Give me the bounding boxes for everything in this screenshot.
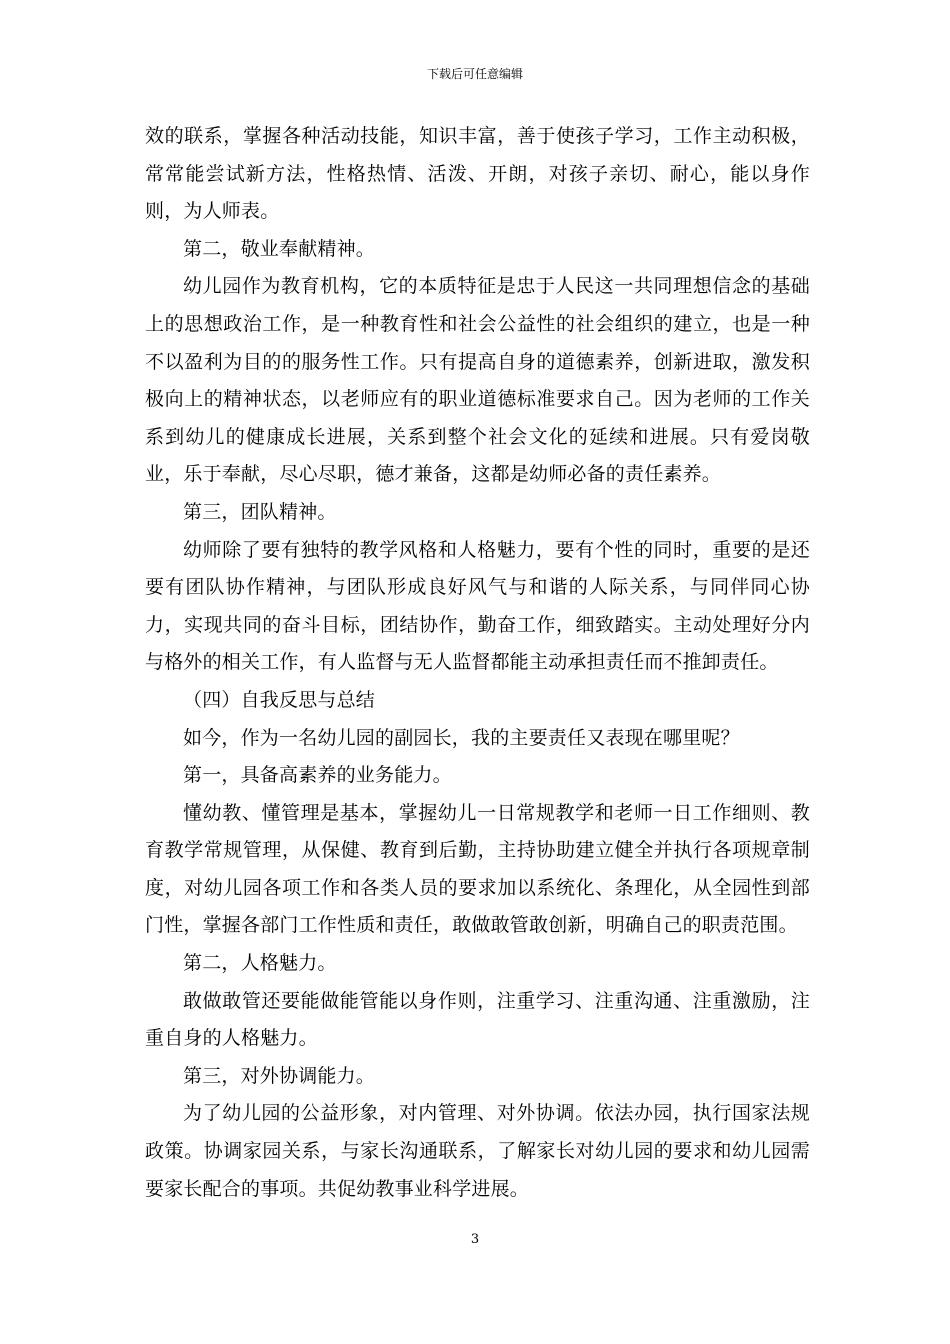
section-heading: 第三，对外协调能力。	[183, 1064, 376, 1087]
paragraph: 敢做敢管还要能做能管能以身作则，注重学习、注重沟通、注重激励，注重自身的人格魅力。	[145, 989, 810, 1050]
section-heading: 第三，团队精神。	[183, 500, 337, 523]
paragraph: 效的联系，掌握各种活动技能，知识丰富，善于使孩子学习，工作主动积极，常常能尝试新方法，性格热情、活泼、开朗，对孩子亲切、耐心，能以身作则，为人师表。	[145, 125, 810, 223]
page-number: 3	[470, 1232, 480, 1247]
section-heading: （四）自我反思与总结	[183, 688, 376, 711]
paragraph: 幼师除了要有独特的教学风格和人格魅力，要有个性的同时，重要的是还要有团队协作精神，与团队形成良好风气与和谐的人际关系，与同伴同心协力，实现共同的奋斗目标，团结协作，勤奋工作，细致踏实。主动处理好分内与格外的相关工作，有人监督与无人监督都能主动承担责任而不推卸责任。	[145, 538, 810, 674]
section-heading: 第二，人格魅力。	[183, 952, 337, 975]
section-heading: 第二，敬业奉献精神。	[183, 237, 376, 260]
page-header: 下载后可任意编辑	[426, 67, 523, 81]
document-body	[145, 118, 810, 1208]
paragraph: 为了幼儿园的公益形象，对内管理、对外协调。依法办园，执行国家法规政策。协调家园关系，与家长沟通联系，了解家长对幼儿园的要求和幼儿园需要家长配合的事项。共促幼教事业科学进展。	[145, 1102, 810, 1200]
paragraph: 懂幼教、懂管理是基本，掌握幼儿一日常规教学和老师一日工作细则、教育教学常规管理，从保健、教育到后勤，主持协助建立健全并执行各项规章制度，对幼儿园各项工作和各类人员的要求加以系统化、条理化，从全园性到部门性，掌握各部门工作性质和责任，敢做敢管敢创新，明确自己的职责范围。	[145, 801, 810, 937]
section-heading: 第一，具备高素养的业务能力。	[183, 764, 452, 787]
paragraph: 幼儿园作为教育机构，它的本质特征是忠于人民这一共同理想信念的基础上的思想政治工作，是一种教育性和社会公益性的社会组织的建立，也是一种不以盈利为目的的服务性工作。只有提高自身的道德素养，创新进取，激发积极向上的精神状态，以老师应有的职业道德标准要求自己。因为老师的工作关系到幼儿的健康成长进展，关系到整个社会文化的延续和进展。只有爱岗敬业，乐于奉献，尽心尽职，德才兼备，这都是幼师必备的责任素养。	[145, 275, 810, 486]
paragraph: 如今，作为一名幼儿园的副园长，我的主要责任又表现在哪里呢？	[183, 726, 740, 749]
